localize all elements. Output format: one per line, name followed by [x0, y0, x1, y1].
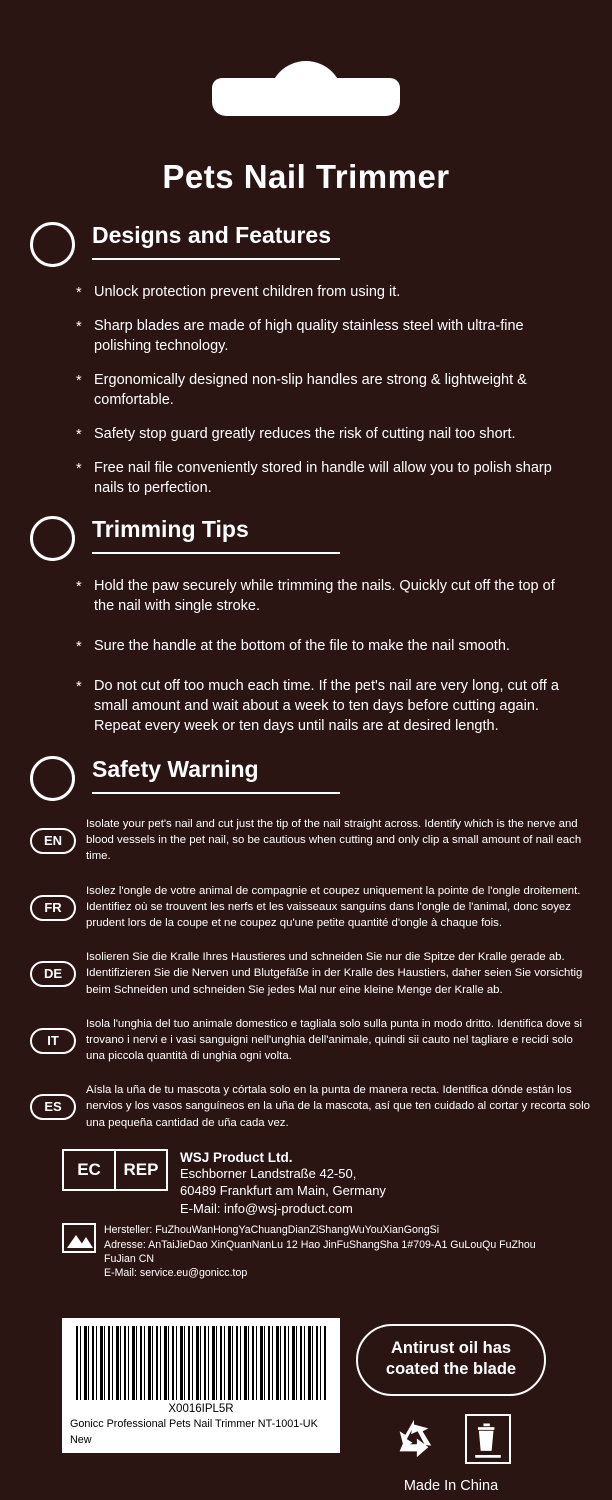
- section-title-designs: Designs and Features: [92, 222, 332, 248]
- factory-line1: Hersteller: FuZhouWanHongYaChuangDianZiShangWuYouXianGongSi: [104, 1224, 440, 1237]
- crossed-bin-glyph: [467, 1416, 509, 1462]
- section-header-designs: [0, 222, 612, 268]
- barcode-description-line1: Gonicc Professional Pets Nail Trimmer NT-1001-UK: [70, 1418, 318, 1430]
- barcode-image: [76, 1326, 326, 1400]
- factory-details: [104, 1223, 536, 1280]
- ec-rep-icon: [62, 1149, 168, 1191]
- list-item-text: Unlock protection prevent children from using it.: [94, 284, 401, 300]
- section-title-safety: Safety Warning: [92, 756, 259, 782]
- manufacturer-address-line1: Eschborner Landstraße 42-50,: [180, 1165, 357, 1181]
- section-header-safety: [0, 756, 612, 802]
- star-bullet-icon: *: [76, 579, 82, 595]
- language-badge-de: DE: [30, 961, 76, 987]
- factory-line4: E-Mail: service.eu@gonicc.top: [104, 1267, 248, 1280]
- star-bullet-icon: *: [76, 461, 82, 477]
- rep-label: REP: [123, 1159, 159, 1179]
- bullet-ring-icon: [30, 516, 75, 561]
- list-item: [76, 676, 578, 736]
- star-bullet-icon: *: [76, 427, 82, 443]
- weee-bin-icon: [465, 1414, 511, 1464]
- ec-rep-block: [0, 1149, 612, 1218]
- manufacturer-email: E-Mail: info@wsj-product.com: [180, 1200, 353, 1216]
- list-item: [76, 424, 578, 444]
- list-item: [76, 458, 578, 498]
- page-title: Pets Nail Trimmer: [162, 158, 450, 195]
- safety-text-it: Isola l'unghia del tuo animale domestico e tagliala solo sulla punta in modo dritto. Identifica dove si trovano i nervi e i vasi sanguigni nell'unghia dell'animale, quindi sii cauto nel tagliare e recidi solo una piccola quantità di unghia ogni volta.: [86, 1017, 583, 1063]
- list-item: [76, 316, 578, 356]
- section-underline: [92, 792, 340, 794]
- recycle-icon: [391, 1414, 437, 1460]
- language-badge-it: IT: [30, 1028, 76, 1054]
- made-in-label: Made In China: [403, 1478, 499, 1494]
- section-underline: [92, 552, 340, 554]
- list-item: [30, 1016, 590, 1065]
- safety-text-de: Isolieren Sie die Kralle Ihres Haustieres und schneiden Sie nur die Spitze der Kralle gerade ab. Identifizieren Sie die Nerven und Blutgefäße in der Kralle des Haustiers, daher seien Sie vorsichtig beim Schneiden und schneiden Sie jedes Mal nur eine kleine Menge der Kralle ab.: [86, 951, 583, 996]
- language-badge-es: ES: [30, 1094, 76, 1120]
- safety-text-en: Isolate your pet's nail and cut just the tip of the nail straight across. Identify which is the nerve and blood vessels in the pet nail, so be cautious when cutting and only clip a small amount of nail each time.: [86, 818, 582, 863]
- star-bullet-icon: *: [76, 319, 82, 335]
- star-bullet-icon: *: [76, 285, 82, 301]
- barcode-description-line2: New: [70, 1434, 92, 1447]
- barcode-number: X0016IPL5R: [168, 1403, 234, 1415]
- section-title-tips: Trimming Tips: [92, 516, 249, 542]
- barcode-label: [62, 1318, 340, 1453]
- list-item: [76, 576, 578, 616]
- language-badge-en: EN: [30, 828, 76, 854]
- antirust-line1: Antirust oil has: [390, 1339, 512, 1357]
- list-item: [30, 1082, 590, 1131]
- manufacturer-address-line2: 60489 Frankfurt am Main, Germany: [180, 1183, 386, 1199]
- list-item: [30, 949, 590, 998]
- list-item-text: Do not cut off too much each time. If the pet's nail are very long, cut off a small amount and wait about a week to ten days before cutting again. Repeat every week or ten days until nails are at desired length.: [94, 678, 559, 734]
- bullet-ring-icon: [30, 756, 75, 801]
- ec-label: EC: [64, 1151, 116, 1189]
- compliance-icons: [356, 1414, 546, 1464]
- antirust-badge: [356, 1324, 546, 1396]
- factory-block: [0, 1223, 612, 1280]
- language-badge-fr: FR: [30, 895, 76, 921]
- list-item-text: Free nail file conveniently stored in handle will allow you to polish sharp nails to perfection.: [94, 460, 552, 496]
- factory-line3: FuJian CN: [104, 1253, 155, 1266]
- list-item-text: Ergonomically designed non-slip handles are strong & lightweight & comfortable.: [94, 372, 527, 408]
- safety-language-list: [0, 816, 612, 1131]
- antirust-line2: coated the blade: [385, 1359, 517, 1378]
- manufacturer-address: [180, 1149, 386, 1218]
- star-bullet-icon: *: [76, 639, 82, 655]
- tips-bullet-list: [0, 576, 612, 736]
- designs-bullet-list: [0, 282, 612, 498]
- list-item-text: Hold the paw securely while trimming the nails. Quickly cut off the top of the nail with single stroke.: [94, 578, 555, 614]
- list-item: [76, 636, 578, 656]
- star-bullet-icon: *: [76, 373, 82, 389]
- star-bullet-icon: *: [76, 679, 82, 695]
- list-item: [30, 816, 590, 865]
- factory-line2: Adresse: AnTaiJieDao XinQuanNanLu 12 Hao JinFuShangSha 1#709-A1 GuLouQu FuZhou: [104, 1238, 536, 1251]
- list-item: [30, 883, 590, 932]
- section-header-tips: [0, 516, 612, 562]
- list-item: [76, 370, 578, 410]
- bullet-ring-icon: [30, 222, 75, 267]
- safety-text-es: Aísla la uña de tu mascota y córtala solo en la punta de manera recta. Identifica dónde están los nervios y los vasos sanguíneos en la uña de la mascota, así que ten cuidado al cortar y recorta solo una pequeña cantidad de uña cada vez.: [86, 1084, 591, 1129]
- manufacturer-name: WSJ Product Ltd.: [180, 1149, 293, 1165]
- factory-icon: [62, 1223, 96, 1253]
- list-item-text: Sure the handle at the bottom of the file to make the nail smooth.: [94, 638, 510, 654]
- list-item-text: Safety stop guard greatly reduces the risk of cutting nail too short.: [94, 426, 516, 442]
- list-item-text: Sharp blades are made of high quality stainless steel with ultra-fine polishing technology.: [94, 318, 524, 354]
- section-underline: [92, 258, 340, 260]
- safety-text-fr: Isolez l'ongle de votre animal de compagnie et coupez uniquement la pointe de l'ongle droitement. Identifiez où se trouvent les nerfs et les vaisseaux sanguins dans l'ongle de l'animal, donc soyez prudent lors de la coupe et ne coupez qu'une petite quantité d'ongle à chaque fois.: [86, 884, 581, 929]
- list-item: [76, 282, 578, 302]
